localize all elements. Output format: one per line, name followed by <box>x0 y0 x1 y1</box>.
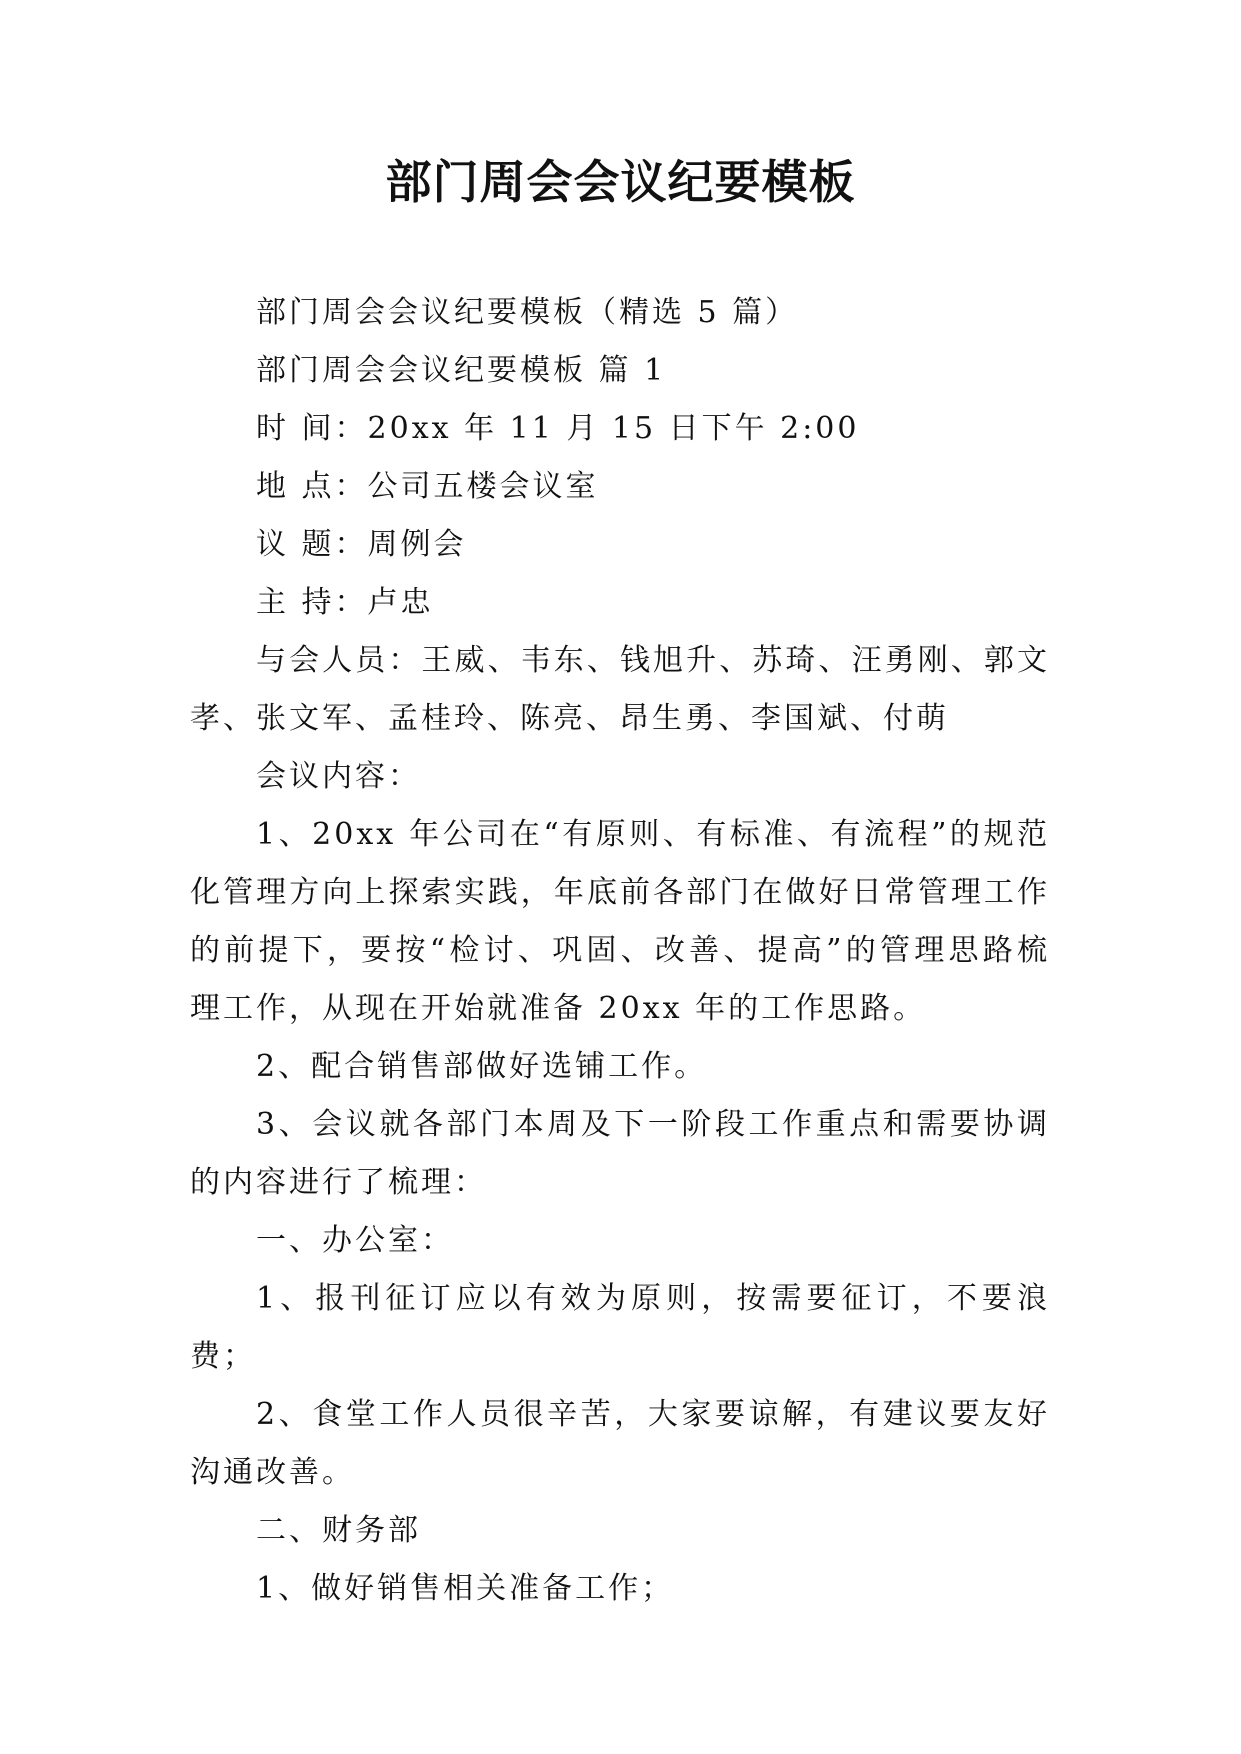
department-heading: 二、财务部 <box>256 1513 421 1548</box>
meeting-topic: 议 题：周例会 <box>256 527 467 562</box>
content-item: 1、20xx 年公司在“有原则、有标准、有流程”的规范化管理方向上探索实践，年底前各部门在做好日常管理工作的前提下，要按“检讨、巩固、改善、提高”的管理思路梳理工作，从现在开始就准备 20xx 年的工作思路。 <box>190 817 1050 1026</box>
department-heading: 一、办公室： <box>256 1223 454 1258</box>
section-heading: 部门周会会议纪要模板 篇 1 <box>256 353 667 388</box>
meeting-host: 主 持：卢忠 <box>256 585 434 620</box>
document-title: 部门周会会议纪要模板 <box>385 155 856 209</box>
content-item: 3、会议就各部门本周及下一阶段工作重点和需要协调的内容进行了梳理： <box>190 1107 1050 1200</box>
department-item: 1、做好销售相关准备工作； <box>256 1571 675 1606</box>
department-item: 1、报刊征订应以有效为原则，按需要征订，不要浪费； <box>190 1281 1050 1374</box>
meeting-location: 地 点：公司五楼会议室 <box>256 469 599 504</box>
content-item: 2、配合销售部做好选铺工作。 <box>256 1049 708 1084</box>
meeting-time: 时 间：20xx 年 11 月 15 日下午 2:00 <box>256 411 860 446</box>
meeting-attendees: 与会人员：王威、韦东、钱旭升、苏琦、汪勇刚、郭文孝、张文军、孟桂玲、陈亮、昂生勇、李国斌、付萌 <box>190 643 1050 736</box>
department-item: 2、食堂工作人员很辛苦，大家要谅解，有建议要友好沟通改善。 <box>190 1397 1050 1490</box>
document-subtitle: 部门周会会议纪要模板（精选 5 篇） <box>256 295 799 330</box>
document-body <box>190 284 1050 1618</box>
meeting-content-heading: 会议内容： <box>256 759 421 794</box>
